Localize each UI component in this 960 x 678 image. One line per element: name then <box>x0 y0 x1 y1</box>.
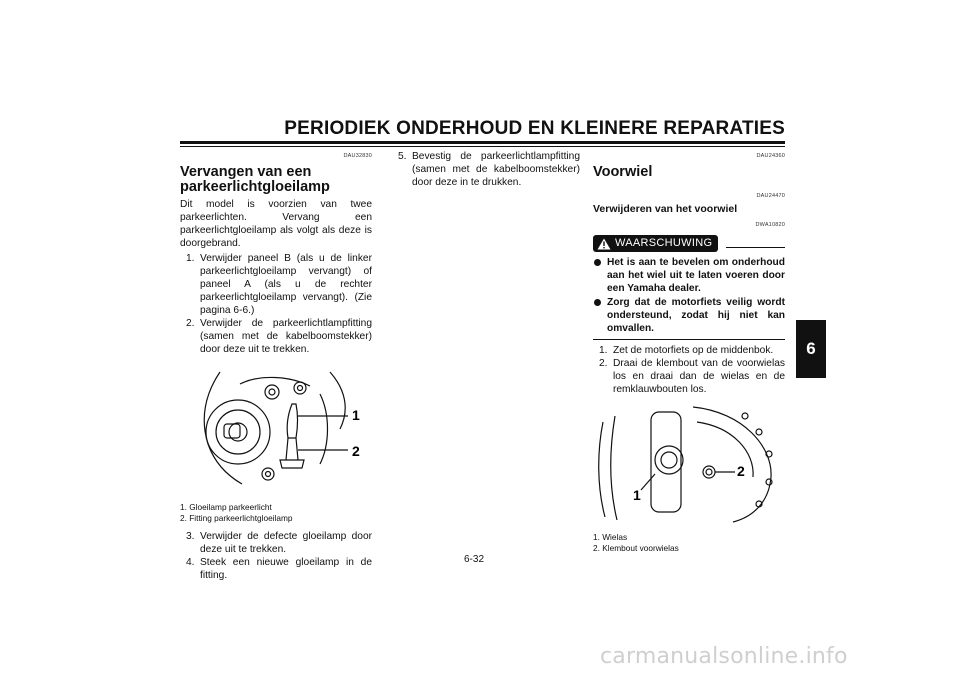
parking-light-illustration <box>180 364 370 494</box>
warning-item: Het is aan te bevelen om onderhoud aan het wiel uit te laten voeren door een Yamaha dealer. <box>593 256 785 295</box>
steps-list <box>392 150 580 189</box>
watermark: carmanualsonline.info <box>600 644 848 669</box>
figure-caption: 1. Wielas 2. Klembout voorwielas <box>593 532 679 553</box>
step-item: 3. Verwijder de defecte gloeilamp door deze uit te trekken. <box>186 531 372 555</box>
steps-list-continued <box>180 530 372 582</box>
steps-list <box>180 252 372 356</box>
section-heading: Voorwiel <box>593 164 653 180</box>
section-code: DAU32830 <box>343 153 372 159</box>
figure-callout-2: 2 <box>737 463 745 479</box>
step-item: 4. Steek een nieuwe gloeilamp in de fitting. <box>186 557 372 581</box>
warning-rule <box>726 247 785 248</box>
warning-triangle-icon <box>597 238 611 250</box>
step-item: 2. Draai de klembout van de voorwielas los en draai dan de wielas en de remklauwbouten los. <box>599 358 785 395</box>
chapter-tab: 6 <box>796 320 826 378</box>
figure-caption: 1. Gloeilamp parkeerlicht 2. Fitting parkeerlichtgloeilamp <box>180 502 293 523</box>
step-item: 1. Zet de motorfiets op de middenbok. <box>599 345 774 356</box>
steps-list <box>593 344 785 396</box>
section-code: DAU24360 <box>756 153 785 159</box>
warning-header <box>593 235 785 252</box>
subsection-code: DAU24470 <box>756 193 785 199</box>
warning-code: DWA10820 <box>755 222 785 228</box>
figure-callout-1: 1 <box>633 487 641 503</box>
step-item: 2. Verwijder de parkeerlichtlampfitting (samen met de kabelboomstekker) door deze uit te trekken. <box>186 318 372 355</box>
front-wheel-illustration <box>593 402 785 524</box>
section-heading: Vervangen van een parkeerlichtgloeilamp <box>180 164 330 195</box>
warning-badge: WAARSCHUWING <box>593 235 718 252</box>
page-number: 6-32 <box>464 554 485 565</box>
step-item: 1. Verwijder paneel B (als u de linker parkeerlichtgloeilamp vervangt) of paneel A (als u de rechter parkeerlichtgloeilamp vervangt). (Zie pagina 6-6.) <box>186 253 372 316</box>
figure-callout-2: 2 <box>352 443 360 459</box>
figure-parking-light <box>180 364 372 498</box>
warning-end-rule <box>593 339 785 340</box>
column-left <box>180 150 372 582</box>
figure-callout-1: 1 <box>352 407 360 423</box>
subsection-heading: Verwijderen van het voorwiel <box>593 203 738 215</box>
figure-front-wheel <box>593 402 785 528</box>
column-middle <box>392 150 580 189</box>
header-rule-thin <box>180 146 785 147</box>
page-header: PERIODIEK ONDERHOUD EN KLEINERE REPARATIES <box>284 118 785 139</box>
intro-text: Dit model is voorzien van twee parkeerlichten. Vervang een parkeerlichtgloeilamp als volgt als deze is doorgebrand. <box>180 199 372 249</box>
warning-list <box>593 256 785 335</box>
step-item: 5. Bevestig de parkeerlichtlampfitting (samen met de kabelboomstekker) door deze in te drukken. <box>398 151 580 188</box>
header-rule <box>180 141 785 144</box>
warning-item: Zorg dat de motorfiets veilig wordt ondersteund, zodat hij niet kan omvallen. <box>593 296 785 335</box>
column-right <box>593 150 785 554</box>
